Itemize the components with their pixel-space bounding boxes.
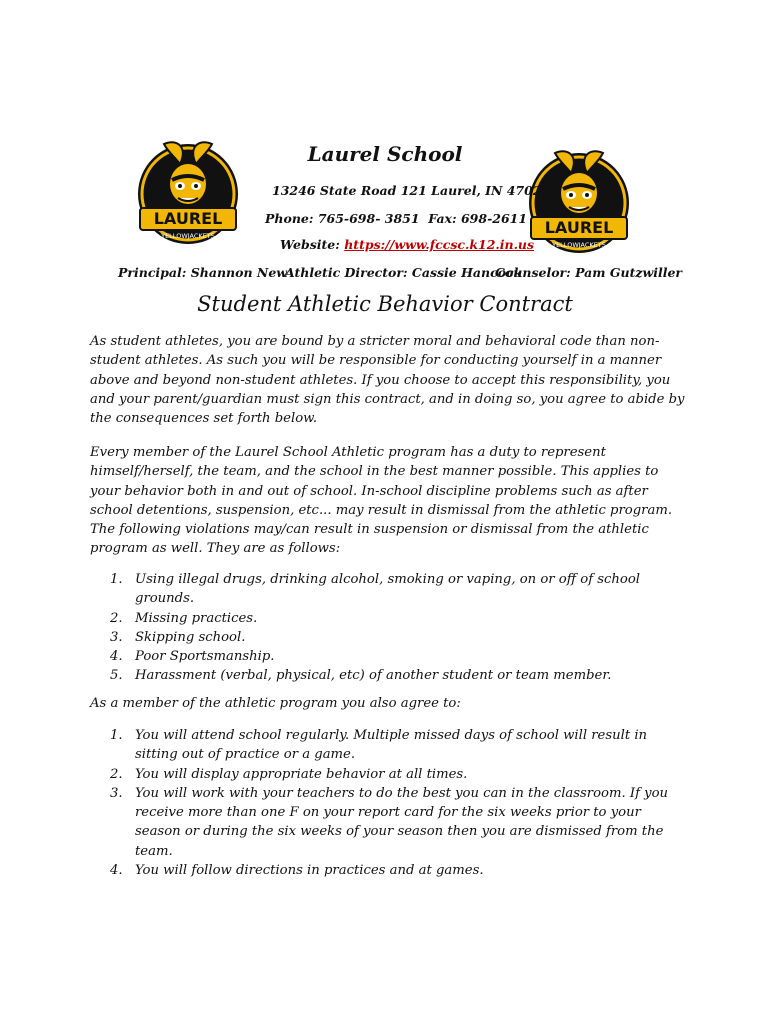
intro-text: As student athletes, you are bound by a stricter moral and behavioral code than non-student athletes. As such you will be responsible for conducting yourself in a manner above and beyond non-student athletes. If you choose to accept this responsibility, you and your parent/guardian must sign this contract, and in doing so, you agree to abide by the consequences set forth below. bbox=[90, 334, 685, 427]
list-item: 2. You will display appropriate behavior at all times. bbox=[110, 766, 468, 782]
agreement-text: You will attend school regularly. Multiple missed days of school will result in sitting out of practice or a game. bbox=[135, 728, 648, 763]
list-item: 1. Using illegal drugs, drinking alcohol, smoking or vaping, on or off of school grounds. bbox=[110, 572, 641, 607]
violation-text: Harassment (verbal, physical, etc) of another student or team member. bbox=[135, 668, 612, 684]
violation-text: Poor Sportsmanship. bbox=[135, 649, 275, 665]
website-line bbox=[280, 237, 534, 252]
agreement-text: You will follow directions in practices and at games. bbox=[135, 863, 484, 879]
intro-paragraph bbox=[90, 332, 690, 428]
list-item: 5. Harassment (verbal, physical, etc) of another student or team member. bbox=[110, 668, 612, 684]
violations-list bbox=[90, 570, 680, 686]
list-item: 4. You will follow directions in practices and at games. bbox=[110, 863, 484, 879]
agree-intro bbox=[90, 694, 690, 713]
duty-paragraph bbox=[90, 443, 690, 559]
principal-name: Principal: Shannon New bbox=[118, 265, 288, 280]
list-item: 4. Poor Sportsmanship. bbox=[110, 649, 275, 665]
logo-right-text: LAUREL bbox=[544, 218, 614, 237]
agreement-text: You will work with your teachers to do the best you can in the classroom. If you receive more than one F on your report card for the six weeks prior to your season or during the six weeks of your season then you are dismissed from the team. bbox=[135, 785, 669, 859]
website-link[interactable]: https://www.fccsc.k12.in.us bbox=[344, 237, 535, 252]
violation-text: Skipping school. bbox=[135, 629, 246, 645]
school-address: 13246 State Road 121 Laurel, IN 47024 bbox=[272, 183, 551, 198]
list-item: 3. Skipping school. bbox=[110, 629, 246, 645]
agreements-list bbox=[90, 726, 680, 880]
website-label: Website: bbox=[280, 237, 340, 252]
phone-number: Phone: 765-698- 3851 bbox=[265, 211, 420, 226]
school-name: Laurel School bbox=[307, 142, 463, 166]
agreement-text: You will display appropriate behavior at all times. bbox=[135, 766, 468, 782]
list-item: 3. You will work with your teachers to do the best you can in the classroom. If you receive more than one F on your report card for the six weeks prior to your season or during the six weeks of your season then you are dismissed from the team. bbox=[110, 785, 669, 859]
agree-intro-text: As a member of the athletic program you also agree to: bbox=[90, 696, 461, 711]
document-title: Student Athletic Behavior Contract bbox=[197, 292, 573, 316]
list-item: 1. You will attend school regularly. Multiple missed days of school will result in sitting out of practice or a game. bbox=[110, 728, 648, 763]
duty-text: Every member of the Laurel School Athletic program has a duty to represent himself/herself, the team, and the school in the best manner possible. This applies to your behavior both in and out of school. In-school discipline problems such as after school detentions, suspension, etc... may result in dismissal from the athletic program. The following violations may/can result in suspension or dismissal from the athletic program as well. They are as follows: bbox=[90, 445, 673, 557]
list-item: 2. Missing practices. bbox=[110, 610, 258, 626]
fax-number: Fax: 698-2611 bbox=[428, 211, 528, 226]
logo-left-subtext: YELLOWJACKETS bbox=[161, 232, 215, 240]
counselor-name: Counselor: Pam Gutzwiller bbox=[495, 265, 683, 280]
contact-line bbox=[265, 211, 527, 226]
violation-text: Using illegal drugs, drinking alcohol, smoking or vaping, on or off of school grounds. bbox=[135, 572, 641, 607]
logo-left-text: LAUREL bbox=[153, 209, 223, 228]
violation-text: Missing practices. bbox=[135, 610, 258, 626]
athletic-director-name: Athletic Director: Cassie Hancock bbox=[285, 265, 523, 280]
logo-right-subtext: YELLOWJACKETS bbox=[552, 241, 606, 249]
